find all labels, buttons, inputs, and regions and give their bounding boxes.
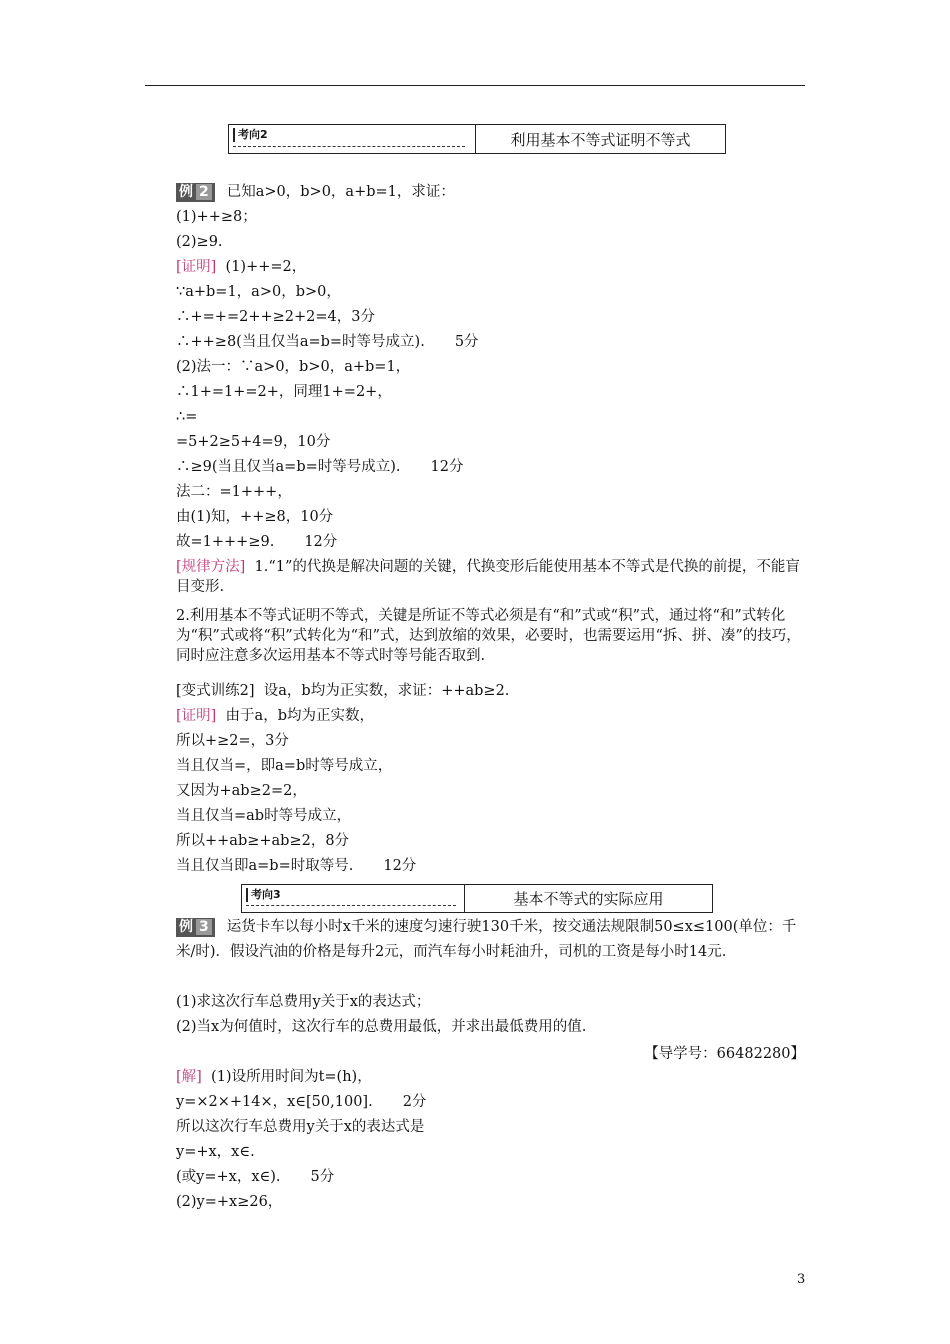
proof-v2-line-1: [证明] 由于a，b均为正实数， [176,708,374,724]
score: 5分 [454,334,479,350]
score: 12分 [430,459,464,475]
example-2-stem: 例 2 已知a>0，b>0，a+b=1，求证： [176,182,455,202]
solution-3-line-6: (2)y=+x≥26， [176,1194,283,1210]
score: 12分 [304,534,338,550]
proof-2-line-7: ∴= [176,409,198,425]
example-badge: 例 3 [176,918,215,937]
proof-v2-line-4: 又因为+ab≥2=2， [176,783,307,799]
solution-3-line-4: y=+x，x∈. [176,1144,255,1160]
proof-mark: [证明] [176,259,217,275]
solution-3-line-3: 所以这次行车总费用y关于x的表达式是 [176,1119,425,1135]
proof-2-line-6: ∴1+=1+=2+，同理1+=2+， [176,384,392,400]
proof-2-line-10: 法二：=1+++， [176,484,292,500]
proof-2-line-12: 故=1+++≥9. 12分 [176,534,338,550]
top-rule [145,85,805,86]
proof-2-line-5: (2)法一：∵a>0，b>0，a+b=1， [176,359,411,375]
solution-3-line-5: (或y=+x，x∈). 5分 [176,1169,335,1185]
example-3-stem: 例 3 运货卡车以每小时x千米的速度匀速行驶130千米，按交通法规限制50≤x≤100(单位：千米/时)．假设汽油的价格是每升2元，而汽车每小时耗油升，司机的工资是每小时14元. [176,919,797,960]
score: 2分 [402,1094,427,1110]
section-header-2 [228,124,726,154]
example-badge: 例 2 [176,183,215,202]
section-tag: 考向3 [246,888,284,902]
method-mark: [规律方法] [176,559,246,575]
proof-2-line-4: ∴++≥8(当且仅当a=b=时等号成立). 5分 [176,334,479,350]
method-paragraph-1: [规律方法] 1.“1”的代换是解决问题的关键，代换变形后能使用基本不等式是代换的前提，不能盲目变形. [176,559,800,595]
proof-2-line-11: 由(1)知，++≥8，10分 [176,509,334,525]
section-tag: 考向2 [233,128,271,142]
page-number: 3 [797,1272,806,1287]
proof-v2-line-6: 所以++ab≥+ab≥2，8分 [176,833,350,849]
dashed-rule [233,146,465,147]
solution-mark: [解] [176,1069,202,1085]
score: 5分 [310,1169,335,1185]
proof-v2-line-5: 当且仅当=ab时等号成立， [176,808,352,824]
example-2-q1: (1)++≥8； [176,209,257,225]
proof-mark: [证明] [176,708,217,724]
proof-v2-line-2: 所以+≥2=，3分 [176,733,289,749]
example-3-q1: (1)求这次行车总费用y关于x的表达式； [176,994,431,1010]
proof-2-line-8: =5+2≥5+4=9，10分 [176,434,331,450]
proof-2-line-1: [证明] (1)++=2， [176,259,307,275]
dashed-rule [246,905,456,906]
example-3-q2: (2)当x为何值时，这次行车的总费用最低，并求出最低费用的值. [176,1019,587,1035]
section-title: 利用基本不等式证明不等式 [475,125,725,153]
proof-2-line-2: ∵a+b=1，a>0，b>0， [176,284,341,300]
variant-2: [变式训练2] 设a，b均为正实数，求证：++ab≥2. [176,683,510,699]
proof-v2-line-3: 当且仅当=，即a=b时等号成立， [176,758,393,774]
section-title: 基本不等式的实际应用 [464,885,712,912]
solution-3-line-2: y=×2×+14×，x∈[50,100]. 2分 [176,1094,427,1110]
score: 12分 [383,858,417,874]
guide-number: 【导学号：66482280】 [644,1046,805,1062]
solution-3-line-1: [解] (1)设所用时间为t=(h)， [176,1069,372,1085]
method-paragraph-2: 2.利用基本不等式证明不等式，关键是所证不等式必须是有“和”式或“积”式，通过将“和”式转化为“积”式或将“积”式转化为“和”式，达到放缩的效果，必要时，也需要运用“拆、拼、凑”的技巧，同时应注意多次运用基本不等式时等号能否取到. [176,608,801,664]
proof-2-line-9: ∴≥9(当且仅当a=b=时等号成立). 12分 [176,459,464,475]
proof-v2-line-7: 当且仅当即a=b=时取等号. 12分 [176,858,417,874]
section-header-3 [241,884,713,913]
proof-2-line-3: ∴+=+=2++≥2+2=4，3分 [176,309,375,325]
example-2-q2: (2)≥9. [176,234,223,250]
